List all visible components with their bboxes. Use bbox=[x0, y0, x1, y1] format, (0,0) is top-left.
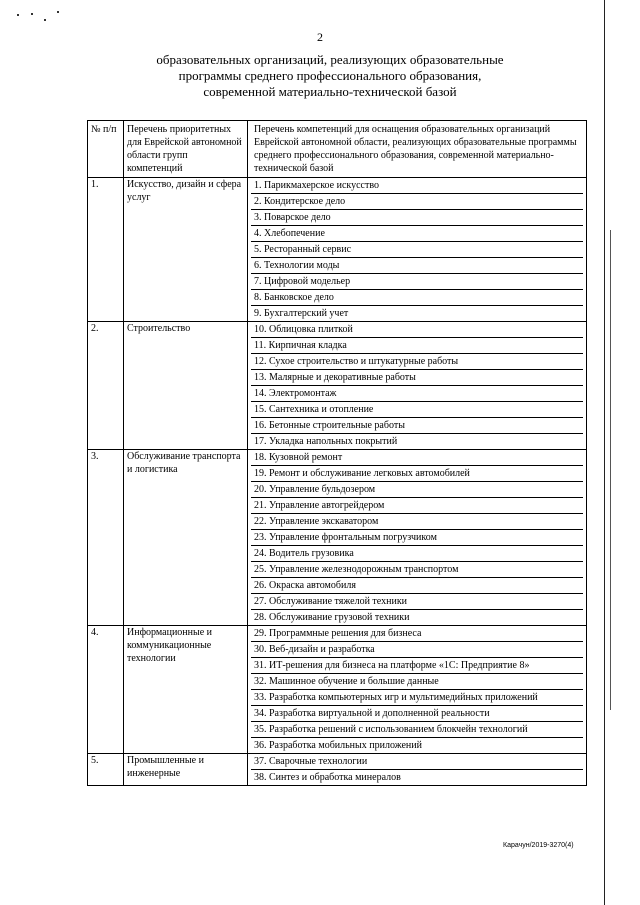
competency-list bbox=[248, 178, 587, 322]
scan-speck bbox=[44, 19, 46, 21]
header-cell-number: № п/п bbox=[88, 121, 124, 178]
group-name: Обслуживание транспорта и логистика bbox=[124, 450, 248, 626]
competency-item: 14. Электромонтаж bbox=[251, 385, 583, 401]
competency-item: 15. Сантехника и отопление bbox=[251, 401, 583, 417]
header-cell-competencies: Перечень компетенций для оснащения образовательных организаций Еврейской автономной области, реализующих образовательные программы среднего профессионального образования, современной материально-технической базой bbox=[248, 121, 587, 178]
competency-list bbox=[248, 754, 587, 786]
competency-item: 36. Разработка мобильных приложений bbox=[251, 737, 583, 753]
competency-item: 37. Сварочные технологии bbox=[254, 756, 368, 767]
group-name: Информационные и коммуникационные технологии bbox=[124, 626, 248, 754]
competency-item: 6. Технологии моды bbox=[251, 257, 583, 273]
document-footer: Карачун/2019-3270(4) bbox=[503, 842, 574, 849]
competency-item: 38. Синтез и обработка минералов bbox=[251, 769, 583, 785]
page-number: 2 bbox=[317, 30, 323, 44]
competency-item: 35. Разработка решений с использованием блокчейн технологий bbox=[251, 721, 583, 737]
competency-list bbox=[248, 322, 587, 450]
competency-list bbox=[248, 626, 587, 754]
table-row bbox=[88, 450, 587, 626]
competency-item: 10. Облицовка плиткой bbox=[254, 324, 353, 335]
competency-item: 20. Управление бульдозером bbox=[251, 481, 583, 497]
competency-item: 27. Обслуживание тяжелой техники bbox=[251, 593, 583, 609]
competency-list bbox=[248, 450, 587, 626]
group-number: 2. bbox=[88, 322, 124, 450]
competency-item: 33. Разработка компьютерных игр и мультимедийных приложений bbox=[251, 689, 583, 705]
competency-item: 32. Машинное обучение и большие данные bbox=[251, 673, 583, 689]
scan-speck bbox=[17, 14, 19, 16]
group-number: 4. bbox=[88, 626, 124, 754]
table-header-row bbox=[88, 121, 587, 178]
scan-speck bbox=[31, 13, 33, 15]
heading-line: современной материально-технической базой bbox=[203, 84, 457, 99]
competency-item: 19. Ремонт и обслуживание легковых автомобилей bbox=[251, 465, 583, 481]
competency-item: 4. Хлебопечение bbox=[251, 225, 583, 241]
document-heading bbox=[100, 52, 560, 100]
competency-item: 17. Укладка напольных покрытий bbox=[251, 433, 583, 449]
competency-item: 13. Малярные и декоративные работы bbox=[251, 369, 583, 385]
competency-item: 2. Кондитерское дело bbox=[251, 193, 583, 209]
competency-item: 9. Бухгалтерский учет bbox=[251, 305, 583, 321]
competency-item: 23. Управление фронтальным погрузчиком bbox=[251, 529, 583, 545]
competency-item: 34. Разработка виртуальной и дополненной реальности bbox=[251, 705, 583, 721]
group-name: Строительство bbox=[124, 322, 248, 450]
group-number: 5. bbox=[88, 754, 124, 786]
competency-item: 18. Кузовной ремонт bbox=[254, 452, 343, 463]
heading-line: образовательных организаций, реализующих образовательные bbox=[156, 52, 504, 67]
competency-item: 12. Сухое строительство и штукатурные работы bbox=[251, 353, 583, 369]
competency-item: 31. ИТ-решения для бизнеса на платформе «1С: Предприятие 8» bbox=[251, 657, 583, 673]
table-row bbox=[88, 626, 587, 754]
competency-item: 26. Окраска автомобиля bbox=[251, 577, 583, 593]
competency-item: 28. Обслуживание грузовой техники bbox=[251, 609, 583, 625]
table-row bbox=[88, 754, 587, 786]
group-number: 1. bbox=[88, 178, 124, 322]
group-number: 3. bbox=[88, 450, 124, 626]
scan-speck bbox=[57, 11, 59, 13]
scan-edge-line bbox=[604, 0, 605, 905]
competency-item: 25. Управление железнодорожным транспортом bbox=[251, 561, 583, 577]
competencies-table bbox=[87, 120, 587, 786]
competency-item: 3. Поварское дело bbox=[251, 209, 583, 225]
group-name: Промышленные и инженерные bbox=[124, 754, 248, 786]
competency-item: 30. Веб-дизайн и разработка bbox=[251, 641, 583, 657]
competency-item: 24. Водитель грузовика bbox=[251, 545, 583, 561]
competency-item: 29. Программные решения для бизнеса bbox=[254, 628, 422, 639]
scan-edge-line bbox=[610, 230, 611, 710]
competency-item: 16. Бетонные строительные работы bbox=[251, 417, 583, 433]
competency-item: 7. Цифровой модельер bbox=[251, 273, 583, 289]
competency-item: 1. Парикмахерское искусство bbox=[254, 180, 380, 191]
competency-item: 5. Ресторанный сервис bbox=[251, 241, 583, 257]
heading-line: программы среднего профессионального образования, bbox=[178, 68, 482, 83]
table-row bbox=[88, 322, 587, 450]
competency-item: 21. Управление автогрейдером bbox=[251, 497, 583, 513]
group-name: Искусство, дизайн и сфера услуг bbox=[124, 178, 248, 322]
competency-item: 22. Управление экскаватором bbox=[251, 513, 583, 529]
competency-item: 8. Банковское дело bbox=[251, 289, 583, 305]
table-row bbox=[88, 178, 587, 322]
header-cell-groups: Перечень приоритетных для Еврейской автономной области групп компетенций bbox=[124, 121, 248, 178]
competency-item: 11. Кирпичная кладка bbox=[251, 337, 583, 353]
